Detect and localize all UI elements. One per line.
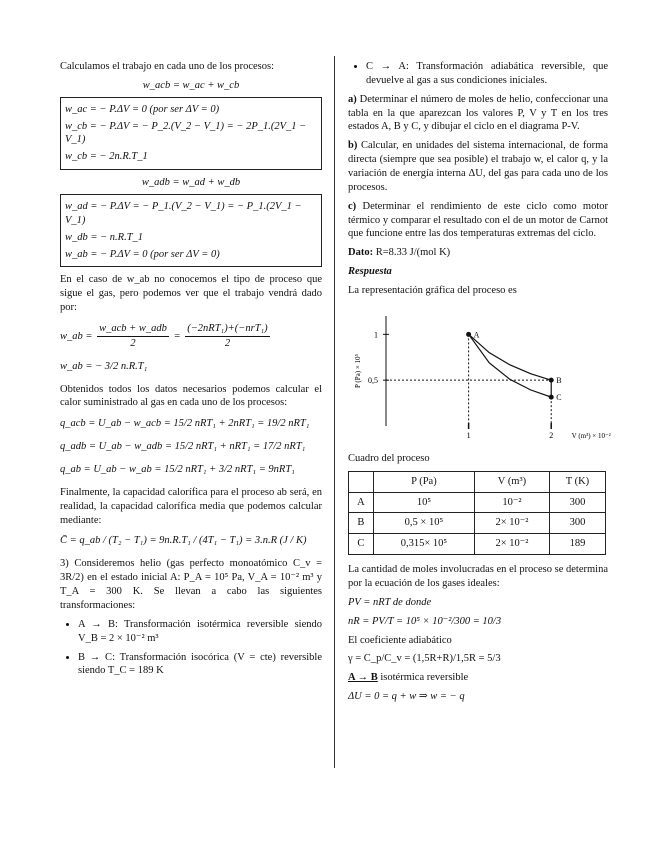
table-cell: 10⁻² — [475, 492, 550, 513]
point-label-a: A — [473, 330, 480, 340]
equation-du: ΔU = 0 = q + w ⇒ w = − q — [348, 691, 465, 703]
equation-line: w_cb = − 2n.R.T_1 — [65, 151, 148, 163]
series-line-2 — [469, 334, 552, 397]
fraction-2 — [185, 322, 269, 351]
header-cell: P (Pa) — [373, 471, 474, 492]
question-a — [348, 93, 608, 135]
point-label-b: B — [556, 376, 562, 386]
column-divider — [334, 56, 335, 768]
pv-diagram-chart — [348, 304, 611, 444]
fraction-1 — [97, 322, 169, 351]
table-cell: 0,5 × 10⁵ — [373, 513, 474, 534]
equation-wab-result: w_ab = − 3/2 n.R.T₁ — [60, 360, 148, 372]
y-axis-label: P (Pa) × 10⁵ — [354, 353, 362, 388]
header-cell: V (m³) — [475, 471, 550, 492]
header-cell: T (K) — [549, 471, 605, 492]
question-label: a) — [348, 93, 357, 105]
table-cell: 300 — [549, 492, 605, 513]
dato-value: R=8.33 J/(mol K) — [375, 247, 451, 259]
moles-paragraph: La cantidad de moles involucradas en el proceso se determina por la ecuación de los gases ideales: — [348, 564, 608, 590]
equation-line: w_cb = − P.ΔV = − P_2.(V_2 − V_1) = − 2P_1.(2V_1 − V_1) — [65, 120, 307, 146]
table-header-row — [349, 471, 606, 492]
point-c — [549, 395, 554, 400]
bullet-b-c: • B → C: Transformación isocórica (V = cte) reversible siendo T_C = 189 K — [78, 651, 322, 679]
equation-nr: nR = PV/T = 10⁵ × 10⁻²/300 = 10/3 — [348, 615, 502, 627]
table-cell: 2× 10⁻² — [475, 534, 550, 555]
frac-num: (−2nRT₁)+(−nrT₁) — [185, 322, 269, 337]
table-cell: 0,315× 10⁵ — [373, 534, 474, 555]
equation-q-ab: q_ab = U_ab − w_ab = 15/2 nRT₁ + 3/2 nRT₁ = 9nRT₁ — [60, 464, 295, 476]
table-cell: C — [349, 534, 374, 555]
ab-text: isotérmica reversible — [377, 672, 469, 684]
paragraph-wab: En el caso de w_ab no conocemos el tipo de proceso que sigue el gas, pero podemos ver que el trabajo vendrá dado por: — [60, 274, 322, 314]
frac-den: 2 — [130, 337, 136, 349]
table-row — [349, 513, 606, 534]
transform-list — [60, 618, 322, 678]
equation-capacidad: C̄ = q_ab / (T₂ − T₁) = 9n.R.T₁ / (4T₁ − T₁) = 3.n.R (J / K) — [60, 535, 307, 547]
right-column — [348, 60, 611, 709]
paragraph-capacidad: Finalmente, la capacidad calorífica para el proceso ab será, en realidad, la capacidad calorífica media que podemos calcular mediante: — [60, 486, 322, 526]
equation-line: w_ad = − P.ΔV = − P_1.(V_2 − V_1) = − P_1.(2V_1 − V_1) — [65, 201, 302, 226]
equation-line: w_ac = − P.ΔV = 0 (por ser ΔV = 0) — [65, 103, 220, 115]
table-cell: B — [349, 513, 374, 534]
equation-line: w_db = − n.R.T_1 — [65, 231, 144, 243]
frac-num: w_acb + w_adb — [97, 322, 169, 337]
table-row — [349, 492, 606, 513]
question-text: Determinar el número de moles de helio, confeccionar una tabla en la que aparezcan los valores P, V y T en los tres estados A, B y C, y dibujar el ciclo en el diagrama P-V. — [348, 93, 609, 133]
x-tick-label: 2 — [549, 430, 554, 440]
question-c — [348, 200, 608, 242]
table-cell: 10⁵ — [373, 492, 474, 513]
equation-box-1 — [60, 97, 322, 170]
question-b — [348, 139, 608, 194]
eq-lhs: w_ab = — [60, 330, 93, 342]
ab-process-line — [348, 671, 608, 685]
dato-line — [348, 246, 608, 260]
equation-line: w_ab = − P.ΔV = 0 (por ser ΔV = 0) — [65, 248, 220, 260]
transform-list-continued — [348, 60, 608, 88]
y-tick-label: 0,5 — [368, 376, 378, 386]
equation-w-adb: w_adb = w_ad + w_db — [141, 177, 241, 189]
frac-den: 2 — [224, 337, 231, 349]
equation-q-adb: q_adb = U_ab − w_adb = 15/2 nRT₁ + nRT₁ = 17/2 nRT₁ — [60, 441, 306, 453]
equation-w-acb: w_acb = w_ac + w_cb — [142, 79, 240, 91]
point-label-c: C — [556, 393, 562, 403]
equation-gamma: γ = C_p/C_v = (1,5R+R)/1,5R = 5/3 — [348, 653, 501, 665]
question-label: c) — [348, 200, 357, 212]
table-cell: 189 — [549, 534, 605, 555]
bullet-c-a: • C → A: Transformación adiabática reversible, que devuelve al gas a sus condiciones iniciales. — [366, 60, 608, 88]
equation-q-acb: q_acb = U_ab − w_acb = 15/2 nRT₁ + 2nRT₁ = 19/2 nRT₁ — [60, 418, 310, 430]
question-label: b) — [348, 140, 358, 152]
series-line-0 — [469, 334, 552, 380]
process-table — [348, 471, 606, 555]
x-axis-label: V (m³) × 10⁻² — [571, 431, 611, 440]
table-row — [349, 534, 606, 555]
table-cell: 2× 10⁻² — [475, 513, 550, 534]
intro-text: Calculamos el trabajo en cada uno de los procesos: — [60, 61, 275, 72]
equation-wab-fraction: w_ab = $\frac{\text{w\_acb + w\_adb}}{2}$ = $\frac{\text{(−2nRT₁)+(−nrT₁)}}{2}$ — [60, 323, 268, 349]
problem-3-statement: 3) Consideremos helio (gas perfecto monoatómico C_v = 3R/2) en el estado inicial A: P_A = 10⁵ Pa, V_A = 10⁻² m³ y T_A = 300 K. Se llevan a cabo las siguientes transformaciones: — [60, 558, 322, 611]
table-cell: 300 — [549, 513, 605, 534]
equation-pv: PV = nRT de donde — [348, 596, 432, 608]
point-b — [549, 378, 554, 383]
equation-box-2 — [60, 194, 322, 267]
cuadro-label: Cuadro del proceso — [348, 452, 430, 464]
header-cell — [349, 471, 374, 492]
table-cell: A — [349, 492, 374, 513]
left-column — [60, 60, 322, 683]
point-a — [466, 332, 471, 337]
dato-label: Dato: — [348, 247, 374, 259]
y-tick-label: 1 — [374, 330, 378, 340]
coeficiente-text: El coeficiente adiabático — [348, 634, 452, 646]
question-text: Determinar el rendimiento de este ciclo como motor térmico y comparar el resultado con el de un motor de Carnot que funcione entre las dos temperaturas extremas del ciclo. — [348, 200, 609, 240]
question-text: Calcular, en unidades del sistema internacional, de forma directa (siempre que sea posible) el trabajo w, el calor q, y la variación de energía interna ΔU, del gas para cada uno de los procesos. — [348, 140, 609, 193]
paragraph-calor: Obtenidos todos los datos necesarios podemos calcular el calor suministrado al gas en cada uno de los procesos: — [60, 383, 322, 409]
respuesta-heading: Respuesta — [348, 266, 392, 278]
ab-label: A → B — [348, 672, 378, 684]
x-tick-label: 1 — [466, 430, 471, 440]
bullet-a-b: • A → B: Transformación isotérmica reversible siendo V_B = 2 × 10⁻² m³ — [78, 618, 322, 646]
representation-text: La representación gráfica del proceso es — [348, 285, 517, 297]
